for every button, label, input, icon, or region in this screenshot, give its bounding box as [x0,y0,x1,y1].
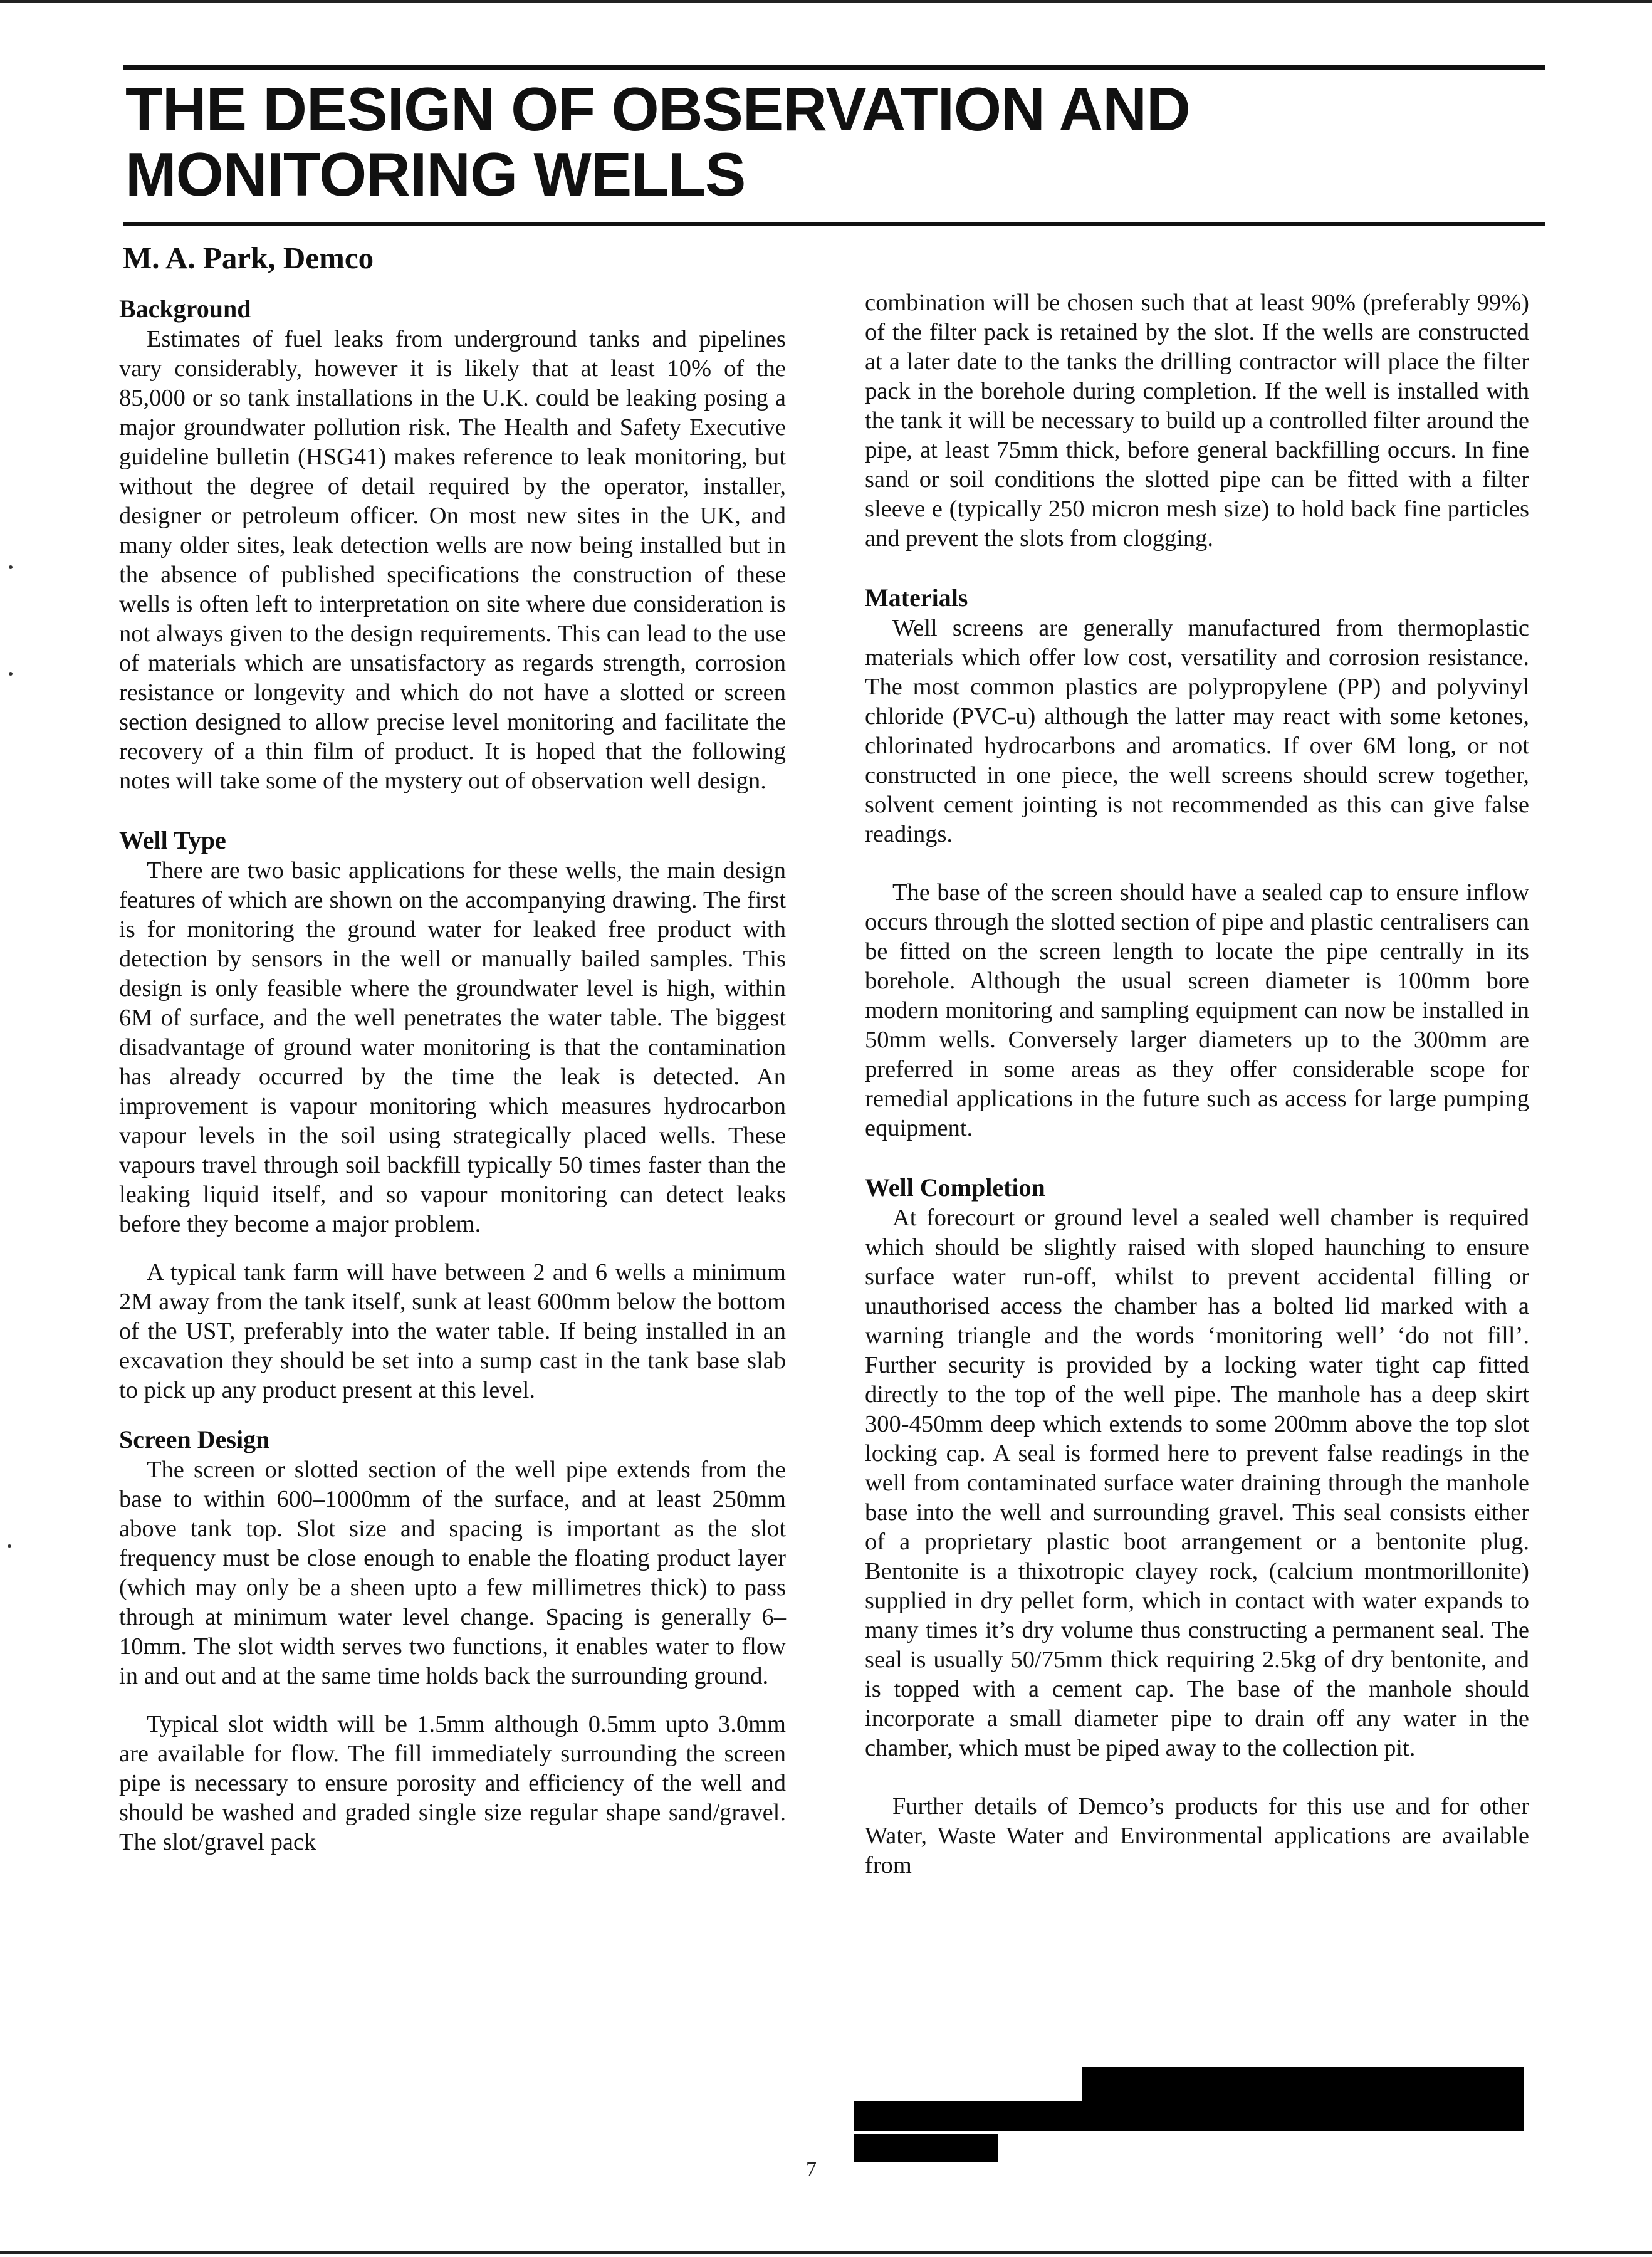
materials-paragraph-1: Well screens are generally manufactured from thermoplastic materials which offer low cost, versatility and corrosion resistance. The most common plastics are polypropylene (PP) and polyvinyl chloride (PVC-u) although the latter may react with some ketones, chlorinated hydrocarbons and aromatics. If over 6M long, or not constructed in one piece, the well screens should screw together, solvent cement jointing is not recommended as this can give false readings. [865,615,1529,847]
materials-paragraph-2: The base of the screen should have a sealed cap to ensure inflow occurs through the slotted section of pipe and plastic centralisers can be fitted on the screen length to locate the pipe centrally in its borehole. Although the usual screen diameter is 100mm bore modern monitoring and sampling equipment can now be installed in 50mm wells. Conversely larger diameters up to the 300mm are preferred in some areas as they offer considerable scope for remedial applications in the future such as access for large pumping equipment. [865,879,1529,1141]
background-paragraph-1: Estimates of fuel leaks from underground tanks and pipelines vary considerably, however it is likely that at least 10% of the 85,000 or so tank installations in the U.K. could be leaking posing a major groundwater pollution risk. The Health and Safety Executive guideline bulletin (HSG41) makes reference to leak monitoring, but without the degree of detail required by the operator, installer, designer or petroleum officer. On most new sites in the UK, and many older sites, leak detection wells are now being installed but in the absence of published specifications the construction of these wells is often left to interpretation on site where due consideration is not always given to the design requirements. This can lead to the use of materials which are unsatisfactory as regards strength, corrosion resistance or longevity and which do not have a slotted or screen section designed to allow precise level monitoring and facilitate the recovery of a thin film of product. It is hoped that the following notes will take some of the mystery out of observation well design. [119,326,786,794]
right-column [865,288,1529,1880]
article-title: THE DESIGN OF OBSERVATION AND MONITORING WELLS [125,75,1190,209]
margin-speck [9,565,13,569]
left-column [119,293,786,1857]
screen-design-paragraph-2: Typical slot width will be 1.5mm although 0.5mm upto 3.0mm are available for flow. The fill immediately surrounding the screen pipe is necessary to ensure porosity and efficiency of the well and should be washed and graded single size regular shape sand/gravel. The slot/gravel pack [119,1711,786,1855]
section-heading-well-completion: Well Completion [865,1173,1045,1202]
margin-speck [8,1544,11,1548]
well-type-paragraph-1: There are two basic applications for these wells, the main design features of which are shown on the accompanying drawing. The first is for monitoring the ground water for leaked free product with detection by sensors in the well or manually bailed samples. This design is only feasible where the groundwater level is high, within 6M of surface, and the well penetrates the water table. The biggest disadvantage of ground water monitoring is that the contamination has already occurred by the time the leak is detected. An improvement is vapour monitoring which measures hydrocarbon vapour levels in the soil using strategically placed wells. These vapours travel through soil backfill typically 50 times faster than the leaking liquid itself, and so vapour monitoring can detect leaks before they become a major problem. [119,857,786,1237]
redaction-block-3 [854,2134,998,2162]
screen-design-paragraph-3: combination will be chosen such that at least 90% (preferably 99%) of the filter pack is retained by the slot. If the wells are constructed at a later date to the tanks the drilling contractor will place the filter pack in the borehole during completion. If the well is installed with the tank it will be necessary to build up a controlled filter around the pipe, at least 75mm thick, before general backfilling occurs. In fine sand or soil conditions the slotted pipe can be fitted with a filter sleeve e (typically 250 micron mesh size) to hold back fine particles and prevent the slots from clogging. [865,290,1529,552]
redaction-block-1 [854,2101,1524,2131]
margin-speck [9,672,13,676]
section-heading-well-type: Well Type [119,826,226,854]
scan-edge-top [0,0,1652,3]
scan-edge-bottom [0,2251,1652,2254]
section-heading-screen-design: Screen Design [119,1425,270,1453]
page-number: 7 [806,2158,817,2181]
well-completion-paragraph-1: At forecourt or ground level a sealed well chamber is required which should be slightly raised with sloped haunching to ensure surface water run-off, whilst to prevent accidental filling or unauthorised access the chamber has a bolted lid marked with a warning triangle and the words ‘monitoring well’ ‘do not fill’. Further security is provided by a locking water tight cap fitted directly to the top of the well pipe. The manhole has a deep skirt 300-450mm deep which extends to some 200mm above the top slot locking cap. A seal is formed here to prevent false readings in the well from contaminated surface water draining through the manhole base into the well and surrounding gravel. This seal consists either of a proprietary plastic boot arrangement or a bentonite plug. Bentonite is a thixotropic clayey rock, (calcium montmorillonite) supplied in dry pellet form, which in contact with water expands to many times it’s dry volume thus constructing a permanent seal. The seal is usually 50/75mm thick requiring 2.5kg of dry bentonite, and is topped with a cement cap. The base of the manhole should incorporate a small diameter pipe to drain off any water in the chamber, which must be piped away to the collection pit. [865,1205,1529,1761]
redaction-block-2 [1082,2067,1524,2102]
section-heading-background: Background [119,295,251,323]
title-rule-top [123,65,1545,70]
further-details-paragraph: Further details of Demco’s products for this use and for other Water, Waste Water and Environmental applications are available from [865,1793,1529,1878]
well-type-paragraph-2: A typical tank farm will have between 2 and 6 wells a minimum 2M away from the tank itself, sunk at least 600mm below the bottom of the UST, preferably into the water table. If being installed in an excavation they should be set into a sump cast in the tank base slab to pick up any product present at this level. [119,1259,786,1403]
section-heading-materials: Materials [865,584,968,612]
title-rule-bottom [123,222,1545,226]
author-byline: M. A. Park, Demco [123,241,374,275]
screen-design-paragraph-1: The screen or slotted section of the well pipe extends from the base to within 600–1000mm of the surface, and at least 250mm above tank top. Slot size and spacing is important as the slot frequency must be close enough to enable the floating product layer (which may only be a sheen upto a few millimetres thick) to pass through at minimum water level change. Spacing is generally 6–10mm. The slot width serves two functions, it enables water to flow in and out and at the same time holds back the surrounding ground. [119,1457,786,1689]
